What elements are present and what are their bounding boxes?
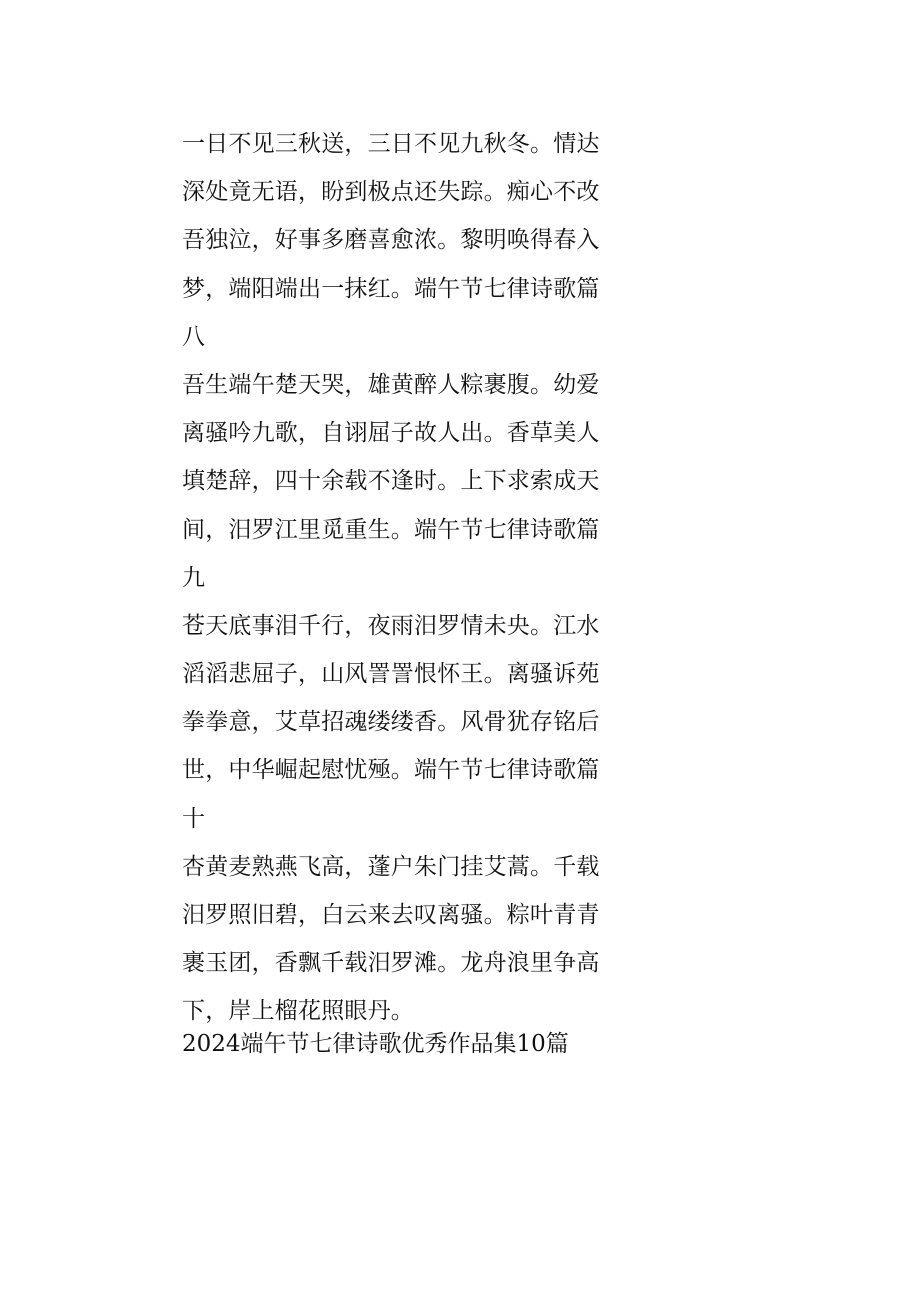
text-line: 裹玉团，香飘千载汨罗滩。龙舟浪里争高: [182, 950, 600, 977]
text-line: 梦，端阳端出一抹红。端午节七律诗歌篇: [182, 275, 600, 302]
text-line: 滔滔悲屈子，山风詈詈恨怀王。离骚诉苑: [182, 661, 600, 688]
poem-body: [182, 120, 612, 1036]
text-line: 吾独泣，好事多磨喜愈浓。黎明唤得春入: [182, 227, 600, 254]
text-line: 深处竟无语，盼到极点还失踪。痴心不改: [182, 179, 600, 206]
text-line: 汨罗照旧碧，白云来去叹离骚。粽叶青青: [182, 902, 600, 928]
text-line: 离骚吟九歌，自诩屈子故人出。香草美人: [182, 420, 600, 447]
text-line: 间，汨罗江里觅重生。端午节七律诗歌篇: [182, 516, 600, 543]
text-line: 九: [182, 564, 206, 591]
text-line: 吾生端午楚天哭，雄黄醉人粽裹腹。幼爱: [182, 371, 600, 398]
document-footer-title: 2024端午节七律诗歌优秀作品集10篇: [182, 1031, 569, 1057]
text-line: 填楚辞，四十余载不逢时。上下求索成天: [182, 468, 600, 495]
text-line: 一日不见三秋送，三日不见九秋冬。情达: [182, 131, 600, 157]
text-line: 苍天底事泪千行，夜雨汨罗情未央。江水: [182, 612, 600, 639]
text-line: 杏黄麦熟燕飞高，蓬户朱门挂艾蒿。千载: [182, 853, 600, 880]
text-line: 世，中华崛起慰忧殛。端午节七律诗歌篇: [182, 757, 600, 784]
text-line: 拳拳意，艾草招魂缕缕香。风骨犹存铭后: [182, 709, 600, 736]
text-line: 十: [182, 805, 206, 832]
text-line: 八: [182, 323, 206, 350]
text-line: 下，岸上榴花照眼丹。: [182, 998, 414, 1025]
